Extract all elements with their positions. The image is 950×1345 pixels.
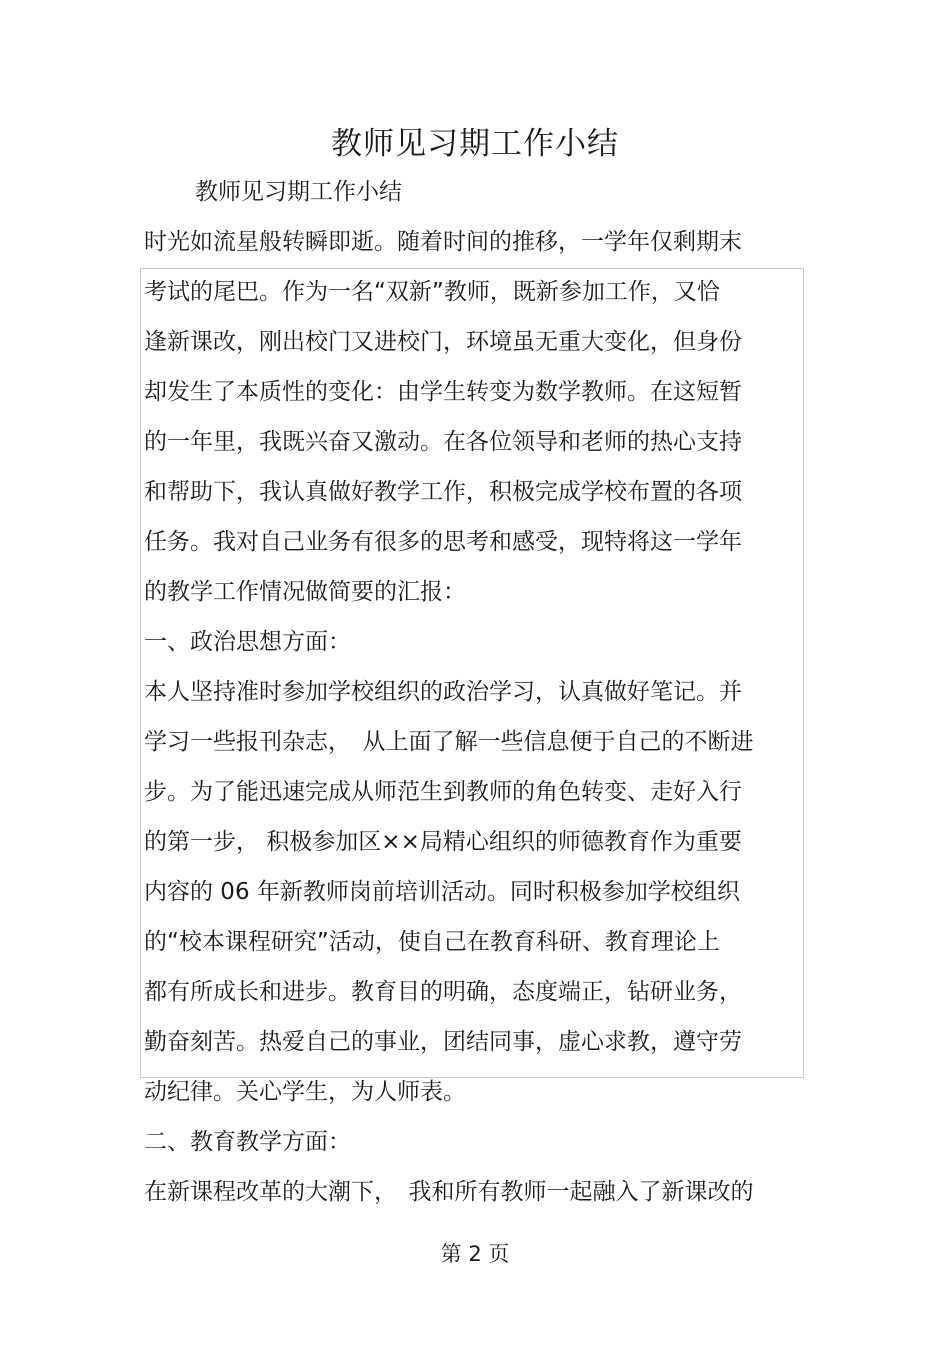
body-text: [144, 222, 784, 1222]
text-line: 却发生了本质性的变化：由学生转变为数学教师。在这短暂: [144, 379, 742, 405]
text-line: 的“校本课程研究”活动，使自己在教育科研、教育理论上: [144, 929, 720, 955]
text-line: 本人坚持准时参加学校组织的政治学习，认真做好笔记。并: [144, 679, 742, 705]
text-line: 在新课程改革的大潮下， 我和所有教师一起融入了新课改的: [144, 1179, 754, 1205]
text-line: 内容的 06 年新教师岗前培训活动。同时积极参加学校组织: [144, 879, 740, 905]
page-number: 第 2 页: [440, 1242, 510, 1266]
text-line: 勤奋刻苦。热爱自己的事业，团结同事，虚心求教，遵守劳: [144, 1029, 742, 1055]
text-line: 时光如流星般转瞬即逝。随着时间的推移，一学年仅剩期末: [144, 229, 742, 255]
text-line: 动纪律。关心学生，为人师表。: [144, 1079, 466, 1105]
text-line: 考试的尾巴。作为一名“双新”教师，既新参加工作，又恰: [144, 279, 720, 305]
text-line: 的教学工作情况做简要的汇报：: [144, 579, 466, 605]
text-line: 都有所成长和进步。教育目的明确，态度端正，钻研业务，: [144, 979, 742, 1005]
document-title: 教师见习期工作小结: [331, 126, 619, 162]
section-heading-politics: 一、政治思想方面：: [144, 629, 351, 655]
text-line: 和帮助下，我认真做好教学工作，积极完成学校布置的各项: [144, 479, 742, 505]
section-heading-teaching: 二、教育教学方面：: [144, 1129, 351, 1155]
text-line: 任务。我对自己业务有很多的思考和感受，现特将这一学年: [144, 529, 742, 555]
text-line: 步。为了能迅速完成从师范生到教师的角色转变、走好入行: [144, 779, 742, 805]
text-line: 学习一些报刊杂志， 从上面了解一些信息便于自己的不断进: [144, 729, 754, 755]
text-line: 的第一步， 积极参加区××局精心组织的师德教育作为重要: [144, 829, 742, 855]
text-line: 的一年里，我既兴奋又激动。在各位领导和老师的热心支持: [144, 429, 742, 455]
document-subtitle: 教师见习期工作小结: [195, 179, 402, 205]
text-line: 逢新课改，刚出校门又进校门，环境虽无重大变化，但身份: [144, 329, 742, 355]
